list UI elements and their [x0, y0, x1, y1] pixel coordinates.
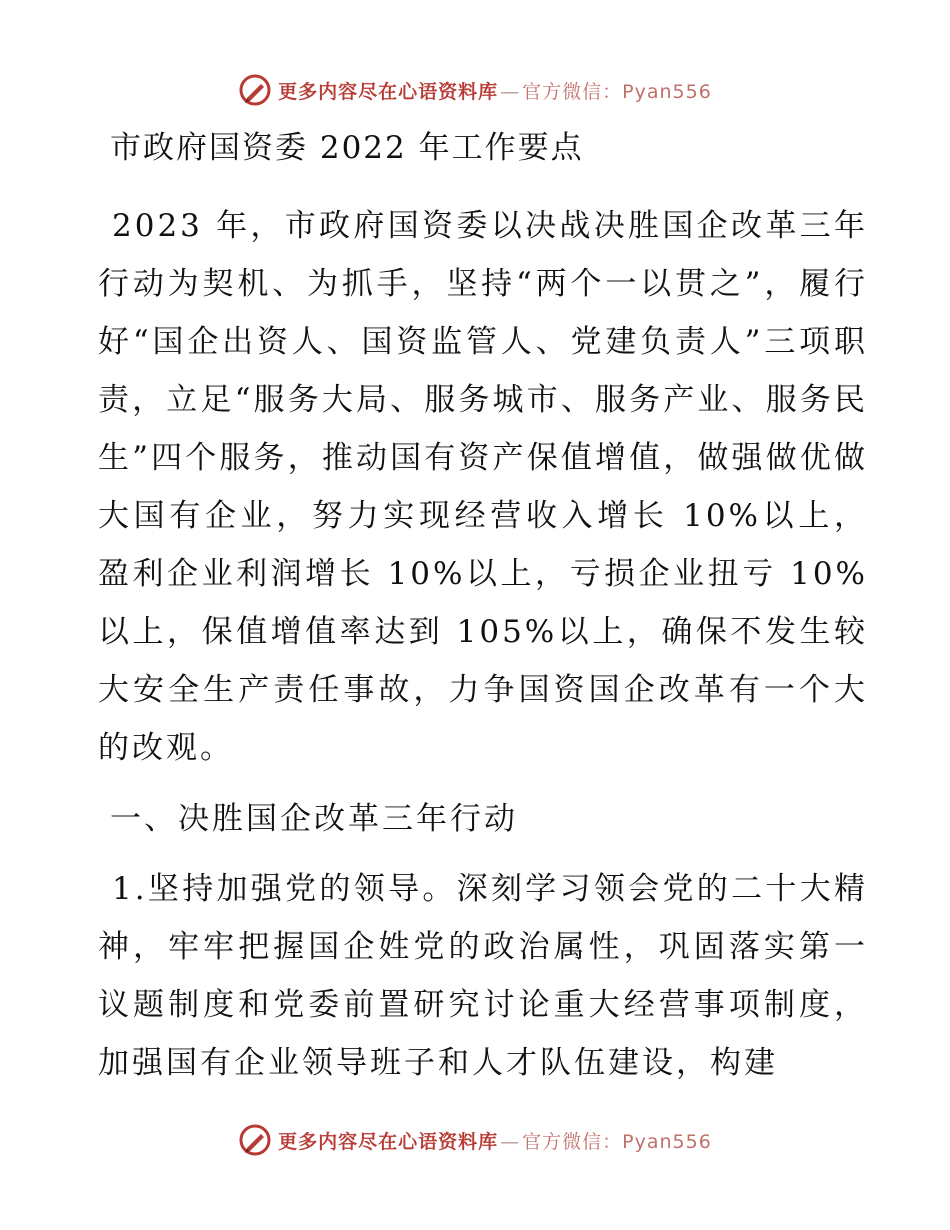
item-paragraph: 1.坚持加强党的领导。深刻学习领会党的二十大精神，牢牢把握国企姓党的政治属性，巩固落实第一议题制度和党委前置研究讨论重大经营事项制度，加强国有企业领导班子和人才队伍建设，构建	[98, 871, 868, 1081]
watermark-separator: —	[500, 80, 521, 103]
watermark-main-text: 更多内容尽在心语资料库	[278, 80, 499, 103]
pen-logo-icon	[238, 1123, 272, 1157]
watermark-wechat-text: 官方微信：Pyan556	[522, 1130, 712, 1153]
pen-logo-icon	[238, 73, 272, 107]
bottom-watermark	[0, 1120, 950, 1160]
document-title: 市政府国资委 2022 年工作要点	[110, 130, 584, 166]
top-watermark	[0, 70, 950, 110]
watermark-wechat-text: 官方微信：Pyan556	[522, 80, 712, 103]
watermark-main-text: 更多内容尽在心语资料库	[278, 1130, 499, 1153]
watermark-separator: —	[500, 1130, 521, 1153]
section-heading: 一、决胜国企改革三年行动	[110, 801, 518, 837]
intro-paragraph: 2023 年，市政府国资委以决战决胜国企改革三年行动为契机、为抓手，坚持“两个一以贯之”，履行好“国企出资人、国资监管人、党建负责人”三项职责，立足“服务大局、服务城市、服务产业、服务民生”四个服务，推动国有资产保值增值，做强做优做大国有企业，努力实现经营收入增长 10%以上，盈利企业利润增长 10%以上，亏损企业扭亏 10%以上，保值增值率达到 105%以上，确保不发生较大安全生产责任事故，力争国资国企改革有一个大的改观。	[98, 208, 868, 766]
